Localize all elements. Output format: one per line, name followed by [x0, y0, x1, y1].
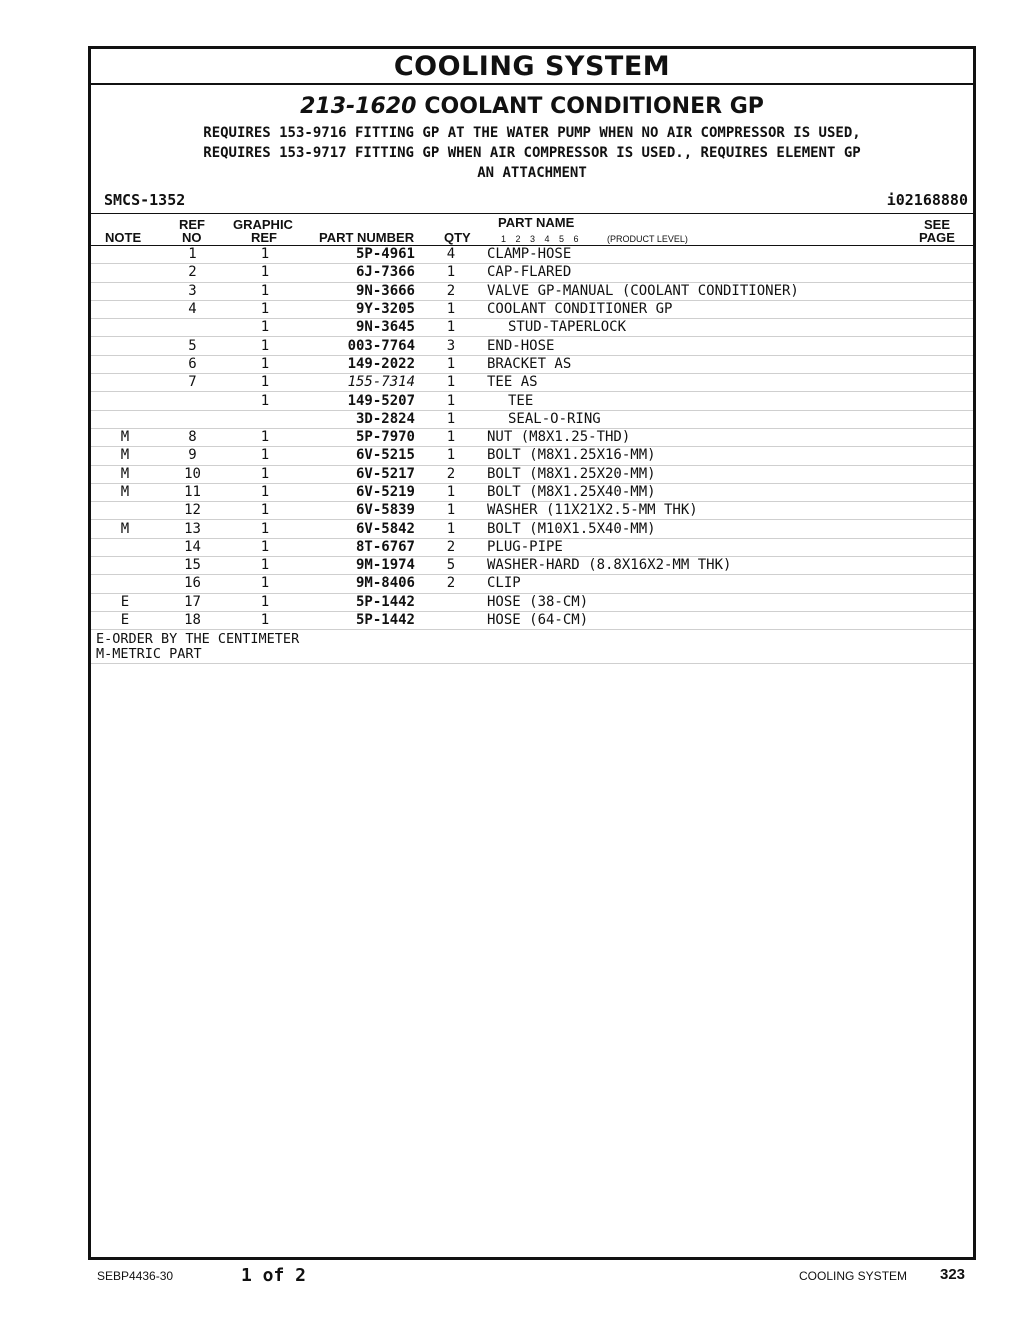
- parts-table-body: [91, 246, 973, 630]
- qty-cell: 5: [415, 557, 487, 575]
- group-part-number: 213-1620: [300, 94, 417, 119]
- note-cell: [91, 557, 159, 575]
- smcs-code: SMCS-1352: [104, 191, 186, 209]
- note-cell: [91, 246, 159, 264]
- smcs-row: [91, 191, 973, 214]
- ref-no-cell: [159, 319, 226, 337]
- part-number-cell: 9N-3645: [304, 319, 415, 337]
- note-line: E-ORDER BY THE CENTIMETER: [96, 631, 300, 648]
- page-footer: [0, 1263, 1020, 1287]
- graphic-ref-cell: 1: [226, 319, 304, 337]
- note-cell: M: [91, 520, 159, 538]
- graphic-ref-cell: 1: [226, 557, 304, 575]
- table-row: [91, 410, 973, 428]
- qty-cell: 1: [415, 264, 487, 282]
- qty-cell: 1: [415, 319, 487, 337]
- note-cell: E: [91, 593, 159, 611]
- part-name-cell: BOLT (M8X1.25X16-MM): [487, 447, 973, 465]
- table-row: [91, 246, 973, 264]
- part-number-cell: 149-5207: [304, 392, 415, 410]
- graphic-ref-cell: 1: [226, 282, 304, 300]
- part-name-cell: VALVE GP-MANUAL (COOLANT CONDITIONER): [487, 282, 973, 300]
- qty-cell: [415, 611, 487, 629]
- part-name-cell: END-HOSE: [487, 337, 973, 355]
- col-note: NOTE: [105, 230, 142, 245]
- ref-no-cell: [159, 410, 226, 428]
- ref-no-cell: 7: [159, 374, 226, 392]
- column-header: [91, 214, 973, 246]
- part-number-cell: 155-7314: [304, 374, 415, 392]
- part-number-cell: 6V-5842: [304, 520, 415, 538]
- note-cell: M: [91, 483, 159, 501]
- ref-no-cell: 16: [159, 575, 226, 593]
- table-row: [91, 264, 973, 282]
- table-row: [91, 611, 973, 629]
- part-number-cell: 003-7764: [304, 337, 415, 355]
- ref-no-cell: 17: [159, 593, 226, 611]
- part-number-cell: 5P-7970: [304, 428, 415, 446]
- table-row: [91, 300, 973, 318]
- graphic-ref-cell: 1: [226, 465, 304, 483]
- qty-cell: 1: [415, 300, 487, 318]
- part-number-cell: 3D-2824: [304, 410, 415, 428]
- ref-no-cell: 3: [159, 282, 226, 300]
- note-cell: [91, 538, 159, 556]
- table-row: [91, 319, 973, 337]
- col-ref-1: REF: [179, 217, 205, 232]
- col-ref-2: NO: [182, 230, 202, 245]
- part-number-cell: 8T-6767: [304, 538, 415, 556]
- ref-no-cell: 1: [159, 246, 226, 264]
- col-part-name: PART NAME: [498, 215, 575, 230]
- graphic-ref-cell: 1: [226, 264, 304, 282]
- part-name-cell: STUD-TAPERLOCK: [487, 319, 973, 337]
- note-cell: [91, 410, 159, 428]
- table-row: [91, 465, 973, 483]
- graphic-ref-cell: 1: [226, 502, 304, 520]
- ref-no-cell: 11: [159, 483, 226, 501]
- table-row: [91, 502, 973, 520]
- requires-note: [91, 123, 973, 183]
- part-number-cell: 6V-5219: [304, 483, 415, 501]
- part-name-cell: PLUG-PIPE: [487, 538, 973, 556]
- ref-no-cell: 9: [159, 447, 226, 465]
- illustration-id: i02168880: [886, 191, 968, 209]
- qty-cell: 4: [415, 246, 487, 264]
- note-cell: [91, 300, 159, 318]
- qty-cell: 2: [415, 282, 487, 300]
- qty-cell: 2: [415, 465, 487, 483]
- footer-doc-id: SEBP4436-30: [97, 1269, 174, 1283]
- parts-table: [91, 246, 973, 630]
- part-number-cell: 6V-5217: [304, 465, 415, 483]
- graphic-ref-cell: 1: [226, 575, 304, 593]
- qty-cell: 1: [415, 428, 487, 446]
- part-number-cell: 9N-3666: [304, 282, 415, 300]
- graphic-ref-cell: 1: [226, 374, 304, 392]
- ref-no-cell: [159, 392, 226, 410]
- note-cell: [91, 337, 159, 355]
- ref-no-cell: 18: [159, 611, 226, 629]
- requires-line: REQUIRES 153-9717 FITTING GP WHEN AIR COMPRESSOR IS USED., REQUIRES ELEMENT GP: [203, 145, 861, 161]
- graphic-ref-cell: [226, 410, 304, 428]
- ref-no-cell: 12: [159, 502, 226, 520]
- table-row: [91, 575, 973, 593]
- footer-section: COOLING SYSTEM: [799, 1269, 908, 1283]
- qty-cell: 1: [415, 392, 487, 410]
- table-row: [91, 282, 973, 300]
- table-row: [91, 337, 973, 355]
- part-name-cell: BOLT (M8X1.25X40-MM): [487, 483, 973, 501]
- table-row: [91, 374, 973, 392]
- graphic-ref-cell: 1: [226, 392, 304, 410]
- section-title: COOLING SYSTEM: [91, 49, 973, 85]
- part-name-cell: HOSE (64-CM): [487, 611, 973, 629]
- graphic-ref-cell: 1: [226, 300, 304, 318]
- graphic-ref-cell: 1: [226, 428, 304, 446]
- qty-cell: 1: [415, 374, 487, 392]
- part-number-cell: 9M-1974: [304, 557, 415, 575]
- requires-line: AN ATTACHMENT: [477, 165, 587, 181]
- part-number-cell: 9M-8406: [304, 575, 415, 593]
- ref-no-cell: 13: [159, 520, 226, 538]
- table-row: [91, 520, 973, 538]
- part-number-cell: 9Y-3205: [304, 300, 415, 318]
- table-row: [91, 392, 973, 410]
- table-row: [91, 447, 973, 465]
- note-cell: [91, 502, 159, 520]
- qty-cell: 2: [415, 575, 487, 593]
- note-line: M-METRIC PART: [96, 646, 202, 663]
- ref-no-cell: 8: [159, 428, 226, 446]
- note-cell: [91, 374, 159, 392]
- graphic-ref-cell: 1: [226, 538, 304, 556]
- qty-cell: 1: [415, 355, 487, 373]
- ref-no-cell: 2: [159, 264, 226, 282]
- note-cell: [91, 355, 159, 373]
- col-see-1: SEE: [924, 217, 951, 232]
- part-name-cell: TEE AS: [487, 374, 973, 392]
- part-name-cell: COOLANT CONDITIONER GP: [487, 300, 973, 318]
- ref-no-cell: 10: [159, 465, 226, 483]
- note-cell: M: [91, 447, 159, 465]
- qty-cell: 2: [415, 538, 487, 556]
- graphic-ref-cell: 1: [226, 611, 304, 629]
- qty-cell: 1: [415, 483, 487, 501]
- part-name-cell: CAP-FLARED: [487, 264, 973, 282]
- part-name-cell: CLIP: [487, 575, 973, 593]
- table-row: [91, 428, 973, 446]
- ref-no-cell: 15: [159, 557, 226, 575]
- col-levels: 1 2 3 4 5 6: [501, 234, 579, 244]
- part-number-cell: 6J-7366: [304, 264, 415, 282]
- ref-no-cell: 4: [159, 300, 226, 318]
- graphic-ref-cell: 1: [226, 246, 304, 264]
- part-number-cell: 5P-4961: [304, 246, 415, 264]
- part-name-cell: CLAMP-HOSE: [487, 246, 973, 264]
- group-title: [91, 93, 973, 121]
- part-name-cell: BRACKET AS: [487, 355, 973, 373]
- col-part-number: PART NUMBER: [319, 230, 415, 245]
- part-name-cell: HOSE (38-CM): [487, 593, 973, 611]
- graphic-ref-cell: 1: [226, 520, 304, 538]
- table-row: [91, 355, 973, 373]
- part-number-cell: 6V-5839: [304, 502, 415, 520]
- qty-cell: 1: [415, 502, 487, 520]
- ref-no-cell: 5: [159, 337, 226, 355]
- graphic-ref-cell: 1: [226, 355, 304, 373]
- note-cell: M: [91, 428, 159, 446]
- note-cell: [91, 264, 159, 282]
- col-see-2: PAGE: [919, 230, 955, 245]
- note-cell: M: [91, 465, 159, 483]
- graphic-ref-cell: 1: [226, 447, 304, 465]
- ref-no-cell: 6: [159, 355, 226, 373]
- graphic-ref-cell: 1: [226, 337, 304, 355]
- part-number-cell: 149-2022: [304, 355, 415, 373]
- part-name-cell: BOLT (M10X1.5X40-MM): [487, 520, 973, 538]
- col-qty: QTY: [444, 230, 471, 245]
- table-row: [91, 557, 973, 575]
- part-number-cell: 5P-1442: [304, 593, 415, 611]
- note-cell: [91, 392, 159, 410]
- part-name-cell: NUT (M8X1.25-THD): [487, 428, 973, 446]
- table-row: [91, 538, 973, 556]
- footer-page-number: 323: [940, 1266, 966, 1283]
- footer-page-of: 1 of 2: [241, 1265, 307, 1286]
- note-cell: E: [91, 611, 159, 629]
- qty-cell: 1: [415, 520, 487, 538]
- qty-cell: 1: [415, 447, 487, 465]
- part-name-cell: SEAL-O-RING: [487, 410, 973, 428]
- part-name-cell: TEE: [487, 392, 973, 410]
- qty-cell: 3: [415, 337, 487, 355]
- requires-line: REQUIRES 153-9716 FITTING GP AT THE WATER PUMP WHEN NO AIR COMPRESSOR IS USED,: [203, 125, 861, 141]
- part-number-cell: 6V-5215: [304, 447, 415, 465]
- col-product-level: (PRODUCT LEVEL): [607, 234, 688, 244]
- note-cell: [91, 319, 159, 337]
- note-cell: [91, 575, 159, 593]
- part-name-cell: BOLT (M8X1.25X20-MM): [487, 465, 973, 483]
- parts-page-frame: [88, 46, 976, 1260]
- table-row: [91, 593, 973, 611]
- part-name-cell: WASHER (11X21X2.5-MM THK): [487, 502, 973, 520]
- col-graphic-1: GRAPHIC: [233, 217, 293, 232]
- ref-no-cell: 14: [159, 538, 226, 556]
- part-name-cell: WASHER-HARD (8.8X16X2-MM THK): [487, 557, 973, 575]
- graphic-ref-cell: 1: [226, 483, 304, 501]
- note-cell: [91, 282, 159, 300]
- qty-cell: 1: [415, 410, 487, 428]
- col-graphic-2: REF: [251, 230, 277, 245]
- graphic-ref-cell: 1: [226, 593, 304, 611]
- qty-cell: [415, 593, 487, 611]
- notes-block: [91, 630, 973, 664]
- table-row: [91, 483, 973, 501]
- group-name: COOLANT CONDITIONER GP: [424, 94, 764, 119]
- part-number-cell: 5P-1442: [304, 611, 415, 629]
